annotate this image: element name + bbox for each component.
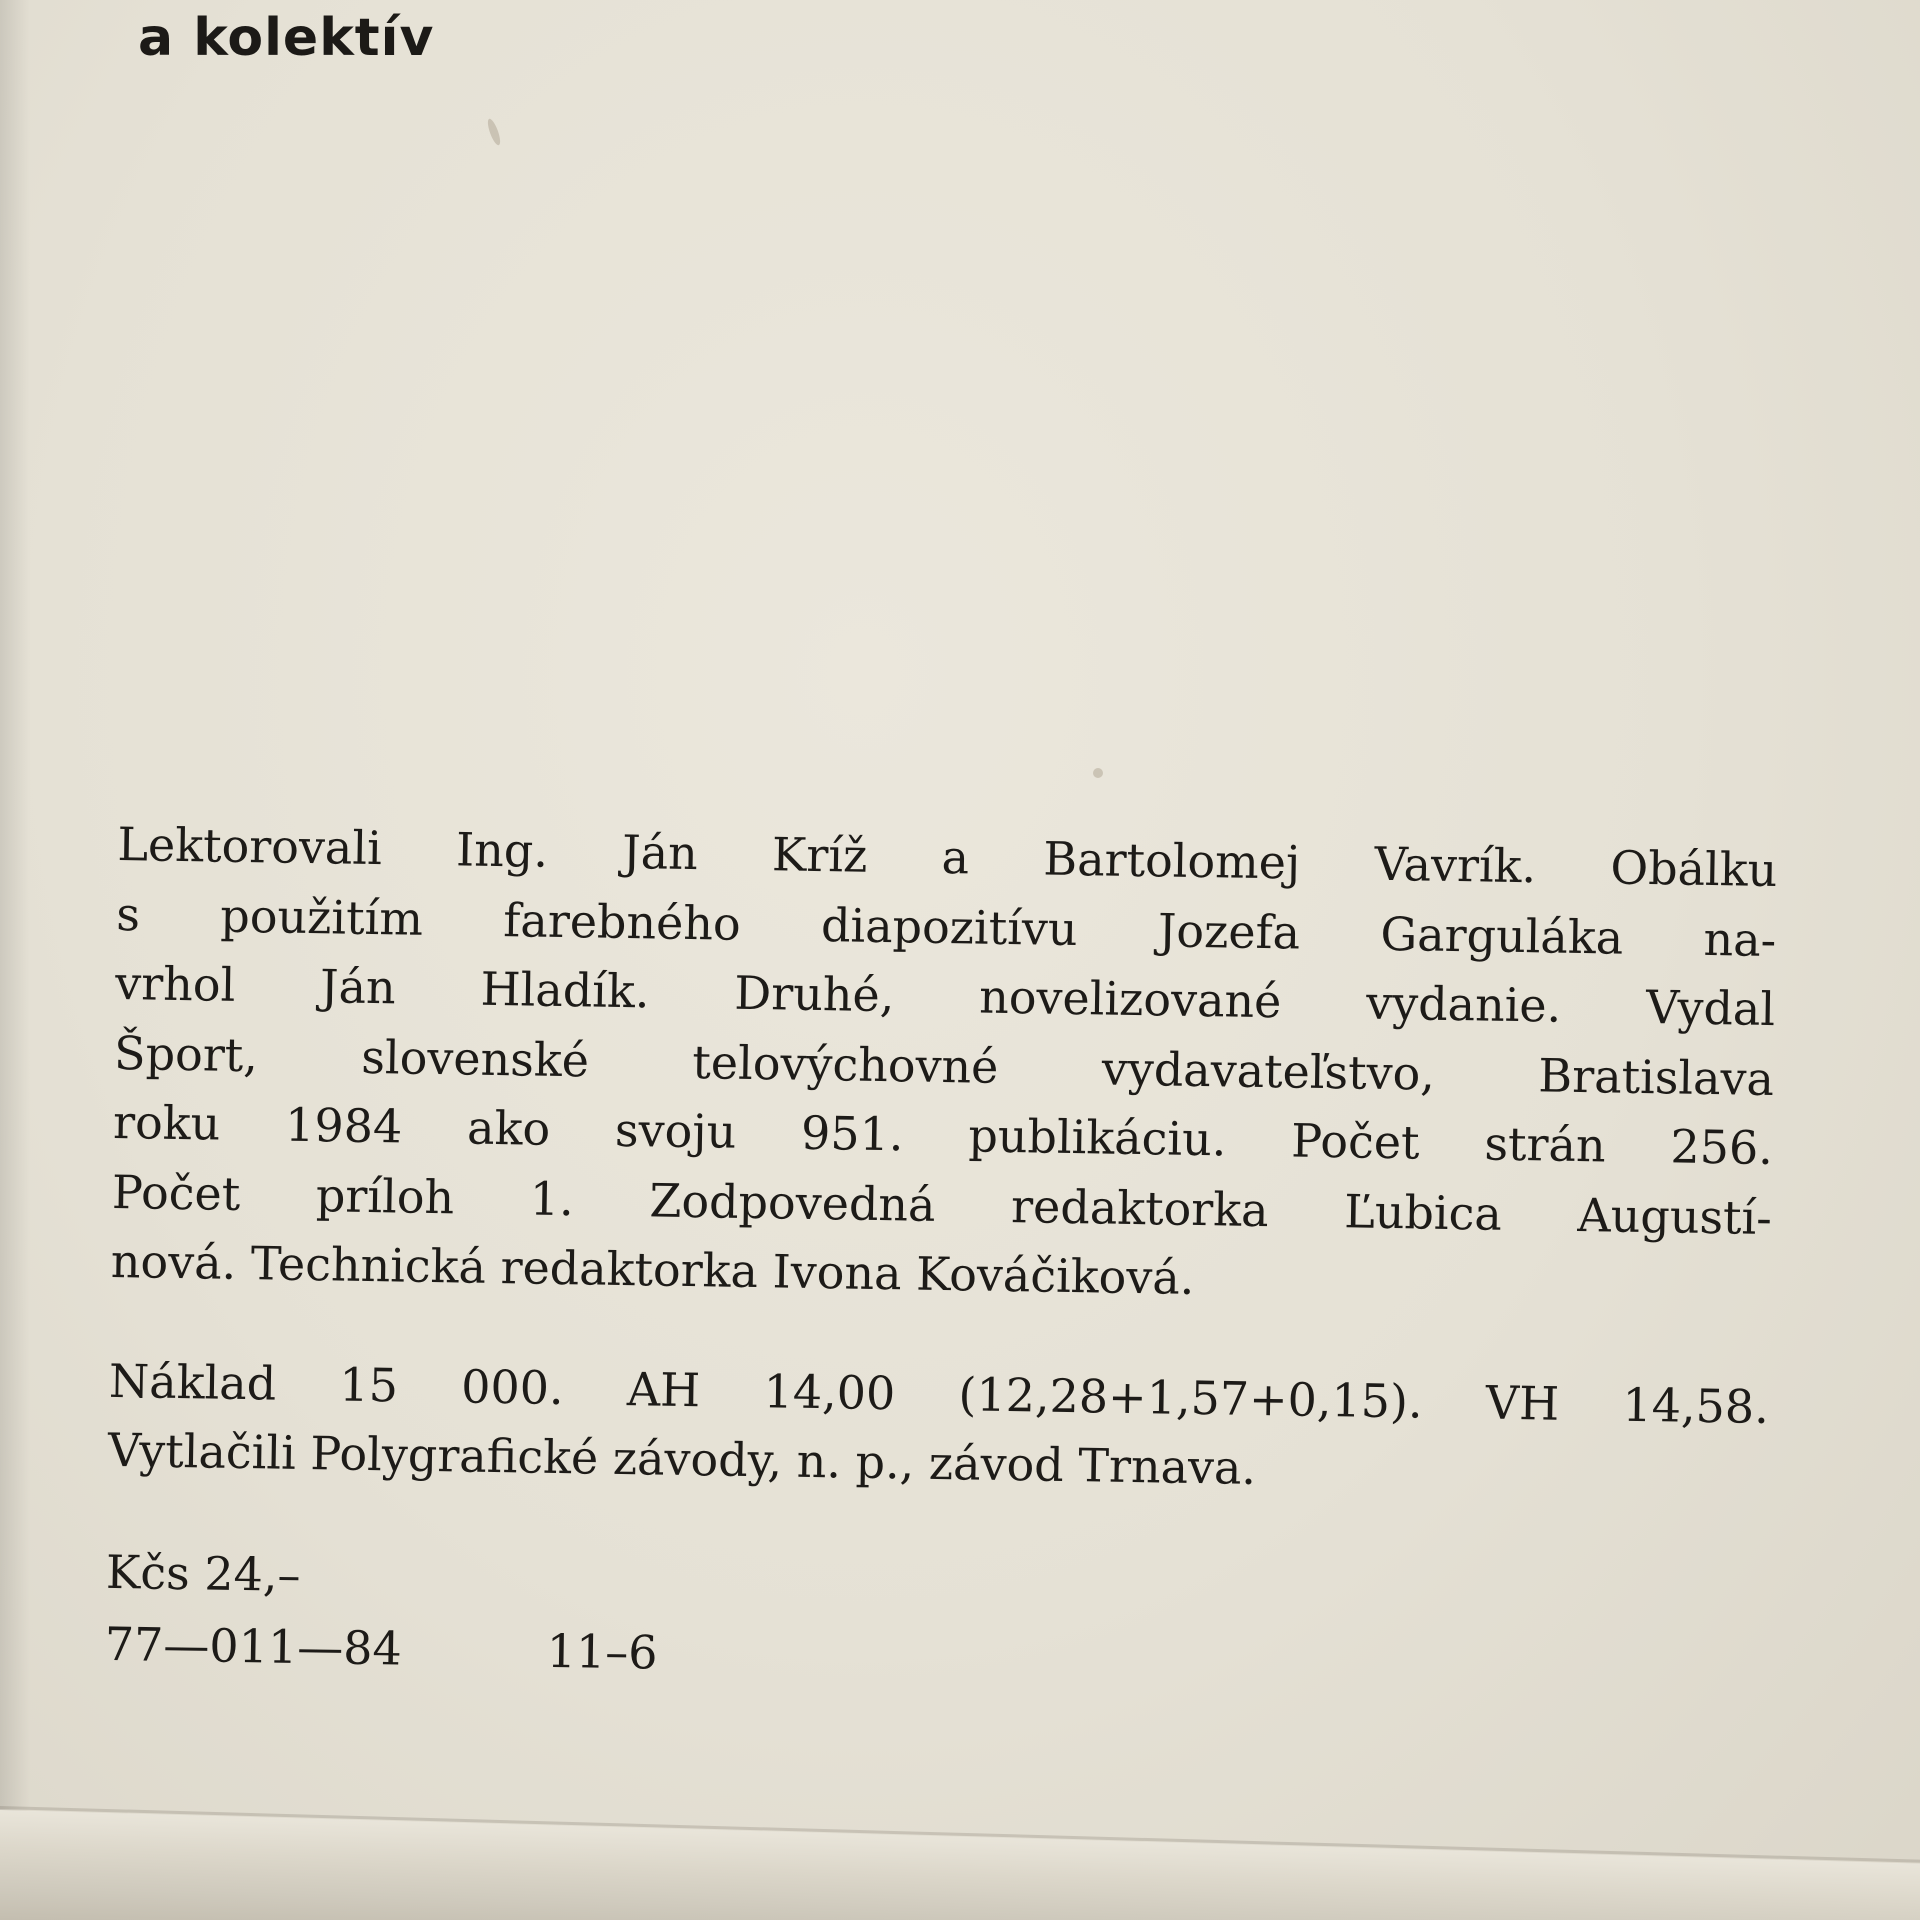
imprint-line: Náklad 15 000. AH 14,00 (12,28+1,57+0,15). VH 14,58.: [108, 1353, 1770, 1434]
price-block: [104, 1535, 1766, 1705]
imprint-line: Počet príloh 1. Zodpovedná redaktorka Ľubica Augustí-: [111, 1164, 1773, 1245]
imprint-line: vrhol Ján Hladík. Druhé, novelizované vydanie. Vydal: [114, 955, 1776, 1037]
spine-shadow: [0, 0, 30, 1920]
page-edge: [0, 1810, 1920, 1920]
imprint-line: Vytlačili Polygrafické závody, n. p., závod Trnava.: [107, 1422, 1257, 1495]
imprint-line: Šport, slovenské telovýchovné vydavateľstvo, Bratislava: [113, 1025, 1775, 1106]
imprint-line: nová. Technická redaktorka Ivona Kováčiková.: [110, 1233, 1195, 1305]
imprint-block: [104, 810, 1777, 1705]
imprint-line: s použitím farebného diapozitívu Jozefa Garguláka na-: [115, 886, 1777, 967]
author-credit: a kolektív: [138, 8, 435, 68]
catalog-code: 77—011—84: [104, 1616, 403, 1676]
paper-speck: [1093, 768, 1103, 778]
imprint-line: roku 1984 ako svoju 951. publikáciu. Počet strán 256.: [112, 1094, 1774, 1176]
credits-paragraph: [110, 810, 1777, 1323]
catalog-code: 11–6: [546, 1623, 658, 1680]
imprint-line: Lektorovali Ing. Ján Kríž a Bartolomej Vavrík. Obálku: [117, 816, 1778, 898]
paper-speck: [485, 117, 502, 146]
price: Kčs 24,–: [105, 1544, 301, 1602]
print-run-paragraph: [107, 1346, 1769, 1511]
